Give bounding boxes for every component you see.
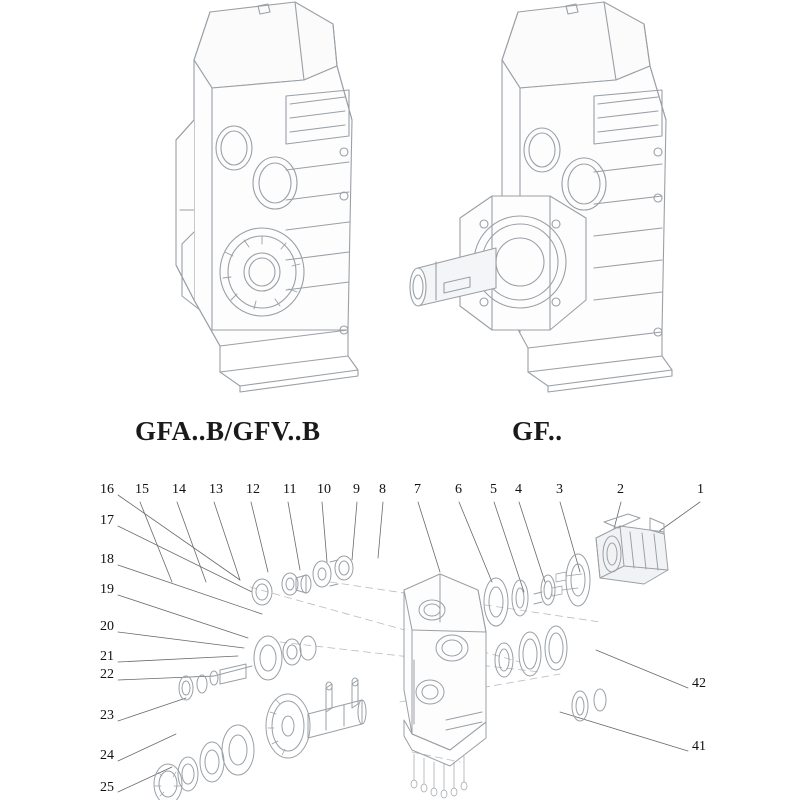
callout-7: 7 (414, 482, 421, 497)
callout-18: 18 (100, 552, 114, 567)
parts-lower-right (572, 689, 606, 721)
shaft-assembly-middle (179, 636, 316, 700)
caption-gf: GF.. (512, 416, 563, 446)
callout-14: 14 (172, 482, 186, 497)
rings-and-shims-right (484, 572, 582, 677)
exploded-view (0, 462, 800, 800)
callout-1: 1 (697, 482, 704, 497)
callout-5: 5 (490, 482, 497, 497)
callout-13: 13 (209, 482, 223, 497)
callout-20: 20 (100, 619, 114, 634)
leader-lines-right (560, 650, 688, 751)
exploded-housing (326, 574, 486, 798)
callout-2: 2 (617, 482, 624, 497)
left-housing-body (176, 2, 358, 392)
callout-4: 4 (515, 482, 522, 497)
motor-adapter-unit (566, 514, 668, 606)
leader-lines-left (118, 495, 262, 792)
callout-11: 11 (283, 482, 297, 497)
callout-23: 23 (100, 708, 114, 723)
gearbox-illustration-right (400, 0, 720, 400)
callout-25: 25 (100, 780, 114, 795)
callout-24: 24 (100, 748, 114, 763)
callout-21: 21 (100, 649, 114, 664)
callout-22: 22 (100, 667, 114, 682)
callout-41: 41 (692, 739, 706, 754)
callout-12: 12 (246, 482, 260, 497)
callout-3: 3 (556, 482, 563, 497)
callout-19: 19 (100, 582, 114, 597)
callout-17: 17 (100, 513, 114, 528)
large-gear-bottom (154, 694, 366, 800)
callout-9: 9 (353, 482, 360, 497)
callout-42: 42 (692, 676, 706, 691)
callout-6: 6 (455, 482, 462, 497)
small-parts-top-row (252, 556, 353, 605)
caption-gfab-gfvb: GFA..B/GFV..B (135, 416, 321, 446)
gearbox-illustration-left (90, 0, 390, 400)
callout-8: 8 (379, 482, 386, 497)
callout-10: 10 (317, 482, 331, 497)
callout-16: 16 (100, 482, 114, 497)
right-housing-body (410, 2, 672, 392)
callout-15: 15 (135, 482, 149, 497)
